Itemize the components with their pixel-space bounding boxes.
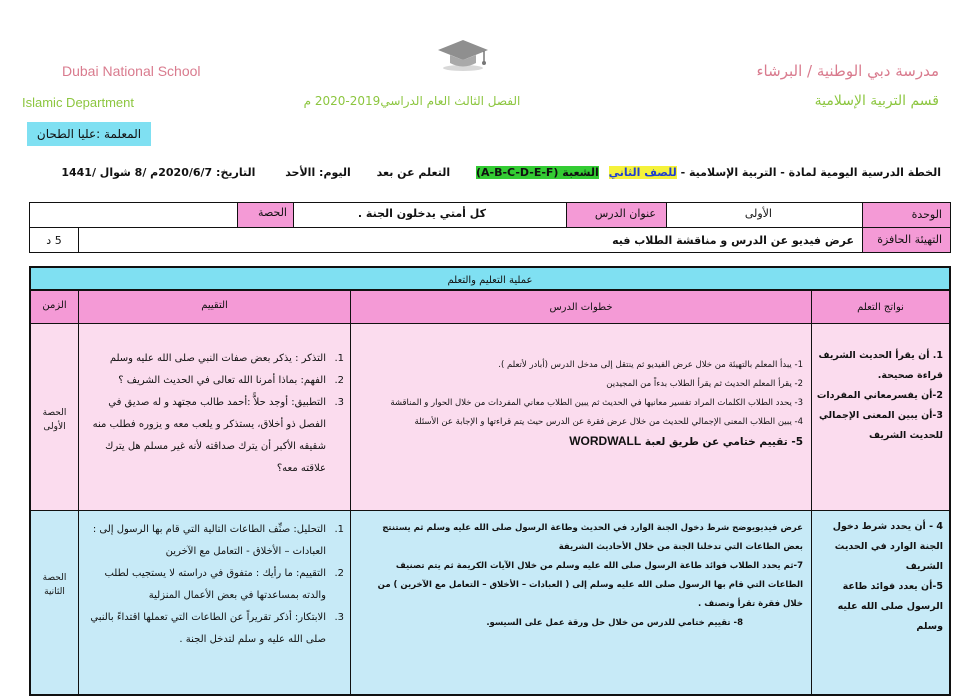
school-name-en: Dubai National School <box>62 63 201 79</box>
item-number: 2. <box>334 568 344 579</box>
mode-label: التعلم عن بعد <box>376 166 451 179</box>
department-en: Islamic Department <box>22 95 134 110</box>
graduation-cap-icon <box>436 38 490 72</box>
session1-time <box>29 323 79 511</box>
assessment-item <box>87 348 344 370</box>
session2-label: الحصة الثانية <box>42 573 67 597</box>
session2-outcomes <box>811 510 951 696</box>
step-item: 1- يبدأ المعلم بالتهيئة من خلال عرض الفيديو ثم ينتقل إلى مدخل الدرس (أبادر لأتعلم ). <box>498 360 803 370</box>
assessment-text: الابتكار: أذكر تقريراً عن الطاعات التي تعملها اقتداءً بالنبي صلى الله عليه و سلم لتدخل الجنة . <box>90 612 326 645</box>
step-item: 7-ثم يحدد الطلاب فوائد طاعة الرسول صلى الله عليه وسلم من خلال الآيات الكريمة ثم يتم تصنيف الطاعات التي قام بها الرسول صلى الله عليه وسلم إلى ( العبادات – الأخلاق – التعامل مع الآخرين ) من خلال فقرة تقرأ وتصنف . <box>377 561 803 609</box>
step5-prefix: 5- تقييم ختامي عن طريق لعبة <box>644 436 803 448</box>
col-header-assessment: التقييم <box>78 290 351 324</box>
assessment-text: التذكر : يذكر بعض صفات النبي صلى الله عليه وسلم <box>109 353 326 364</box>
session1-steps <box>350 323 812 511</box>
section-label: الشعبة (A-B-C-D-E-F) <box>475 166 599 179</box>
wordwall-game: WORDWALL <box>569 434 642 448</box>
process-title: عملية التعليم والتعلم <box>29 266 951 291</box>
assessment-text: التطبيق: أوجد حلاًّ :أحمد طالب مجتهد و له صديق في الفصل ذو أخلاق، يستذكر و يلعب معه و يزوره فطلب منه شقيقه الأكبر أن يترك صداقته لأنه غير مسلم هل يترك علاقته معه؟ <box>92 397 326 474</box>
plan-title: الخطة الدرسية اليومية لمادة - التربية الإسلامية - <box>680 166 941 179</box>
unit-value: الأولى <box>666 202 863 228</box>
assessment-item <box>87 563 344 607</box>
assessment-text: التحليل: صنِّف الطاعات التالية التي قام بها الرسول إلى : العبادات – الأخلاق - التعامل مع الآخرين <box>92 524 326 557</box>
session1-assessment <box>78 323 351 511</box>
outcome-item: 2-أن يفسرمعاني المفردات <box>816 390 943 401</box>
step-item: عرض فيديويوضح شرط دخول الجنة الوارد في الحديث وطاعة الرسول صلى الله عليه وسلم ثم يستنتج بعض الطاعات التي تدخلنا الجنة من خلال الأحاديث الشريفة <box>382 523 803 552</box>
school-name-ar: مدرسة دبي الوطنية / البرشاء <box>756 62 939 80</box>
day-label: اليوم: االأحد <box>285 166 351 179</box>
col-header-outcomes: نواتج التعلم <box>811 290 951 324</box>
step-item: 2- يقرأ المعلم الحديث ثم يقرأ الطلاب بدءاً من المجيدين <box>606 379 803 389</box>
outcome-item: 3-أن يبين المعنى الإجمالي للحديث الشريف <box>818 410 943 441</box>
col-header-time: الزمن <box>29 290 79 324</box>
warmup-label: التهيئة الحافزة <box>862 227 951 253</box>
item-number: 3. <box>334 612 344 623</box>
assessment-item <box>87 607 344 651</box>
col-header-steps: خطوات الدرس <box>350 290 812 324</box>
date-label: التاريخ: 2020/6/7م /8 شوال /1441 <box>61 166 256 179</box>
lesson-label: عنوان الدرس <box>566 202 667 228</box>
item-number: 1. <box>334 353 344 364</box>
session1-outcomes <box>811 323 951 511</box>
assessment-item <box>87 370 344 392</box>
unit-label: الوحدة <box>862 202 951 228</box>
lesson-value: كل أمتي يدخلون الجنة . <box>293 202 567 228</box>
step-item: 4- يبين الطلاب المعنى الإجمالي للحديث من خلال عرض فقرة عن الدرس حيث يتم قراءتها و الإجابة عن الأسئلة <box>414 417 803 427</box>
assessment-item <box>87 519 344 563</box>
session2-assessment <box>78 510 351 696</box>
item-number: 1. <box>334 524 344 535</box>
step-item: 3- يحدد الطلاب الكلمات المراد تفسير معانيها في الحديث ثم يبين الطلاب معاني المفردات من خلال الحوار و المناقشة <box>390 398 803 408</box>
item-number: 3. <box>334 397 344 408</box>
term-label: الفصل الثالث العام الدراسي2019-2020 م <box>303 94 521 108</box>
warmup-duration: 5 د <box>29 227 79 253</box>
share-label: الحصة <box>237 202 294 228</box>
teacher-name: المعلمة :عليا الطحان <box>27 122 151 146</box>
outcome-item: 5-أن يعدد فوائد طاعة الرسول صلى الله عليه وسلم <box>837 581 943 632</box>
plan-line <box>61 166 941 179</box>
session2-steps <box>350 510 812 696</box>
session1-label: الحصة الأولى <box>42 408 67 432</box>
step-item: 8- تقييم ختامي للدرس من خلال حل ورقة عمل على السيسو. <box>486 618 743 628</box>
session2-time <box>29 510 79 696</box>
outcome-item: 1. أن يقرأ الحديث الشريف قراءة صحيحة. <box>818 350 943 381</box>
warmup-value: عرض فيديو عن الدرس و مناقشة الطلاب فيه <box>78 227 863 253</box>
assessment-text: الفهم: بماذا أمرنا الله تعالى في الحديث الشريف ؟ <box>118 375 326 386</box>
assessment-item <box>87 392 344 480</box>
department-ar: قسم التربية الإسلامية <box>814 93 939 109</box>
share-value <box>29 202 238 228</box>
item-number: 2. <box>334 375 344 386</box>
grade-label: للصف الثاني <box>608 166 677 179</box>
step-item <box>363 432 803 452</box>
assessment-text: التقييم: ما رأيك : متفوق في دراسته لا يستجيب لطلب والدته بمساعدتها في بعض الأعمال المنزلية <box>104 568 326 601</box>
outcome-item: 4 - أن يحدد شرط دخول الجنة الوارد في الحديث الشريف <box>832 521 943 572</box>
